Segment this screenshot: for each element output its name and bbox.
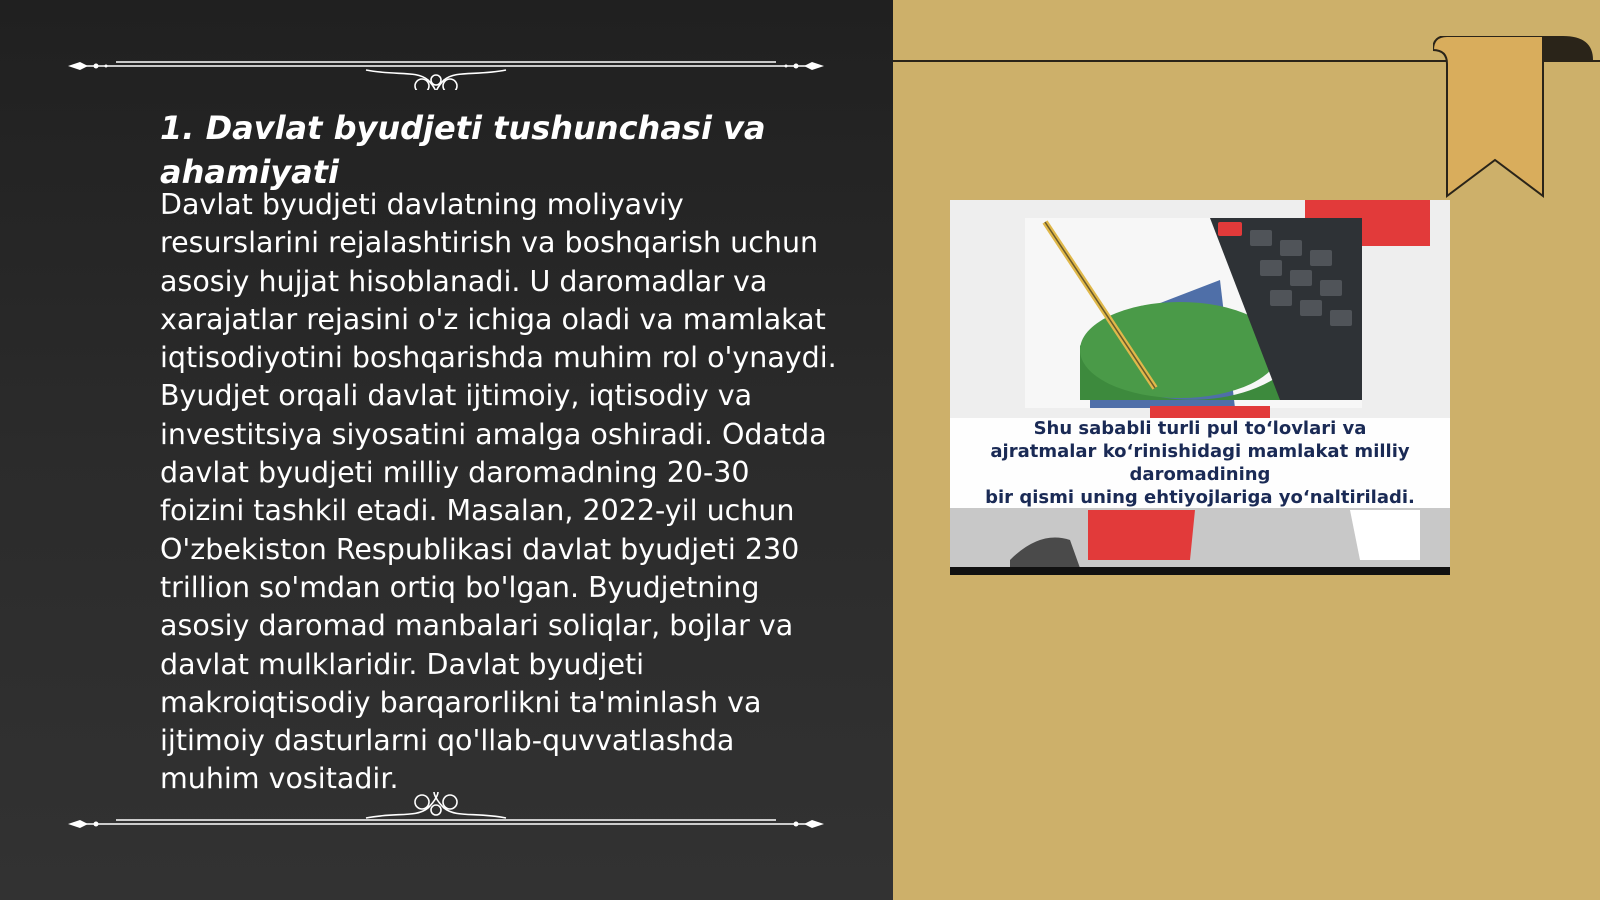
bottom-flourish-ornament — [66, 790, 826, 840]
image-bottom-bar — [950, 567, 1450, 575]
caption-line: daromadining — [1129, 464, 1271, 485]
caption-line: Shu sababli turli pul to‘lovlari va — [1033, 418, 1367, 439]
budget-illustration-image — [950, 200, 1450, 575]
caption-line: bir qismi uning ehtiyojlariga yo‘naltiriladi. — [985, 487, 1415, 508]
caption-line: ajratmalar ko‘rinishidagi mamlakat milliy — [990, 441, 1410, 462]
calculator-pie-chart-icon — [950, 200, 1450, 575]
slide-body-text: Davlat byudjeti davlatning moliyaviy resurslarini rejalashtirish va boshqarish uchun asosiy hujjat hisoblanadi. U daromadlar va xarajatlar rejasini o'z ichiga oladi va mamlakat iqtisodiyotini boshqarishda muhim rol o'ynaydi. Byudjet orqali davlat ijtimoiy, iqtisodiy va investitsiya siyosatini amalga oshiradi. Odatda davlat byudjeti milliy daromadning 20-30 foizini tashkil etadi. Masalan, 2022-yil uchun O'zbekiston Respublikasi davlat byudjeti 230 trillion so'mdan ortiq bo'lgan. Byudjetning asosiy daromad manbalari soliqlar, bojlar va davlat mulklaridir. Davlat byudjeti makroiqtisodiy barqarorlikni ta'minlash va ijtimoiy dasturlarni qo'llab-quvvatlashda muhim vositadir. — [160, 188, 837, 796]
slide-title: 1. Davlat byudjeti tushunchasi va ahamiyati — [160, 109, 766, 191]
bookmark-ribbon-icon — [1433, 36, 1593, 201]
top-flourish-ornament — [66, 40, 826, 90]
image-caption — [950, 418, 1450, 508]
